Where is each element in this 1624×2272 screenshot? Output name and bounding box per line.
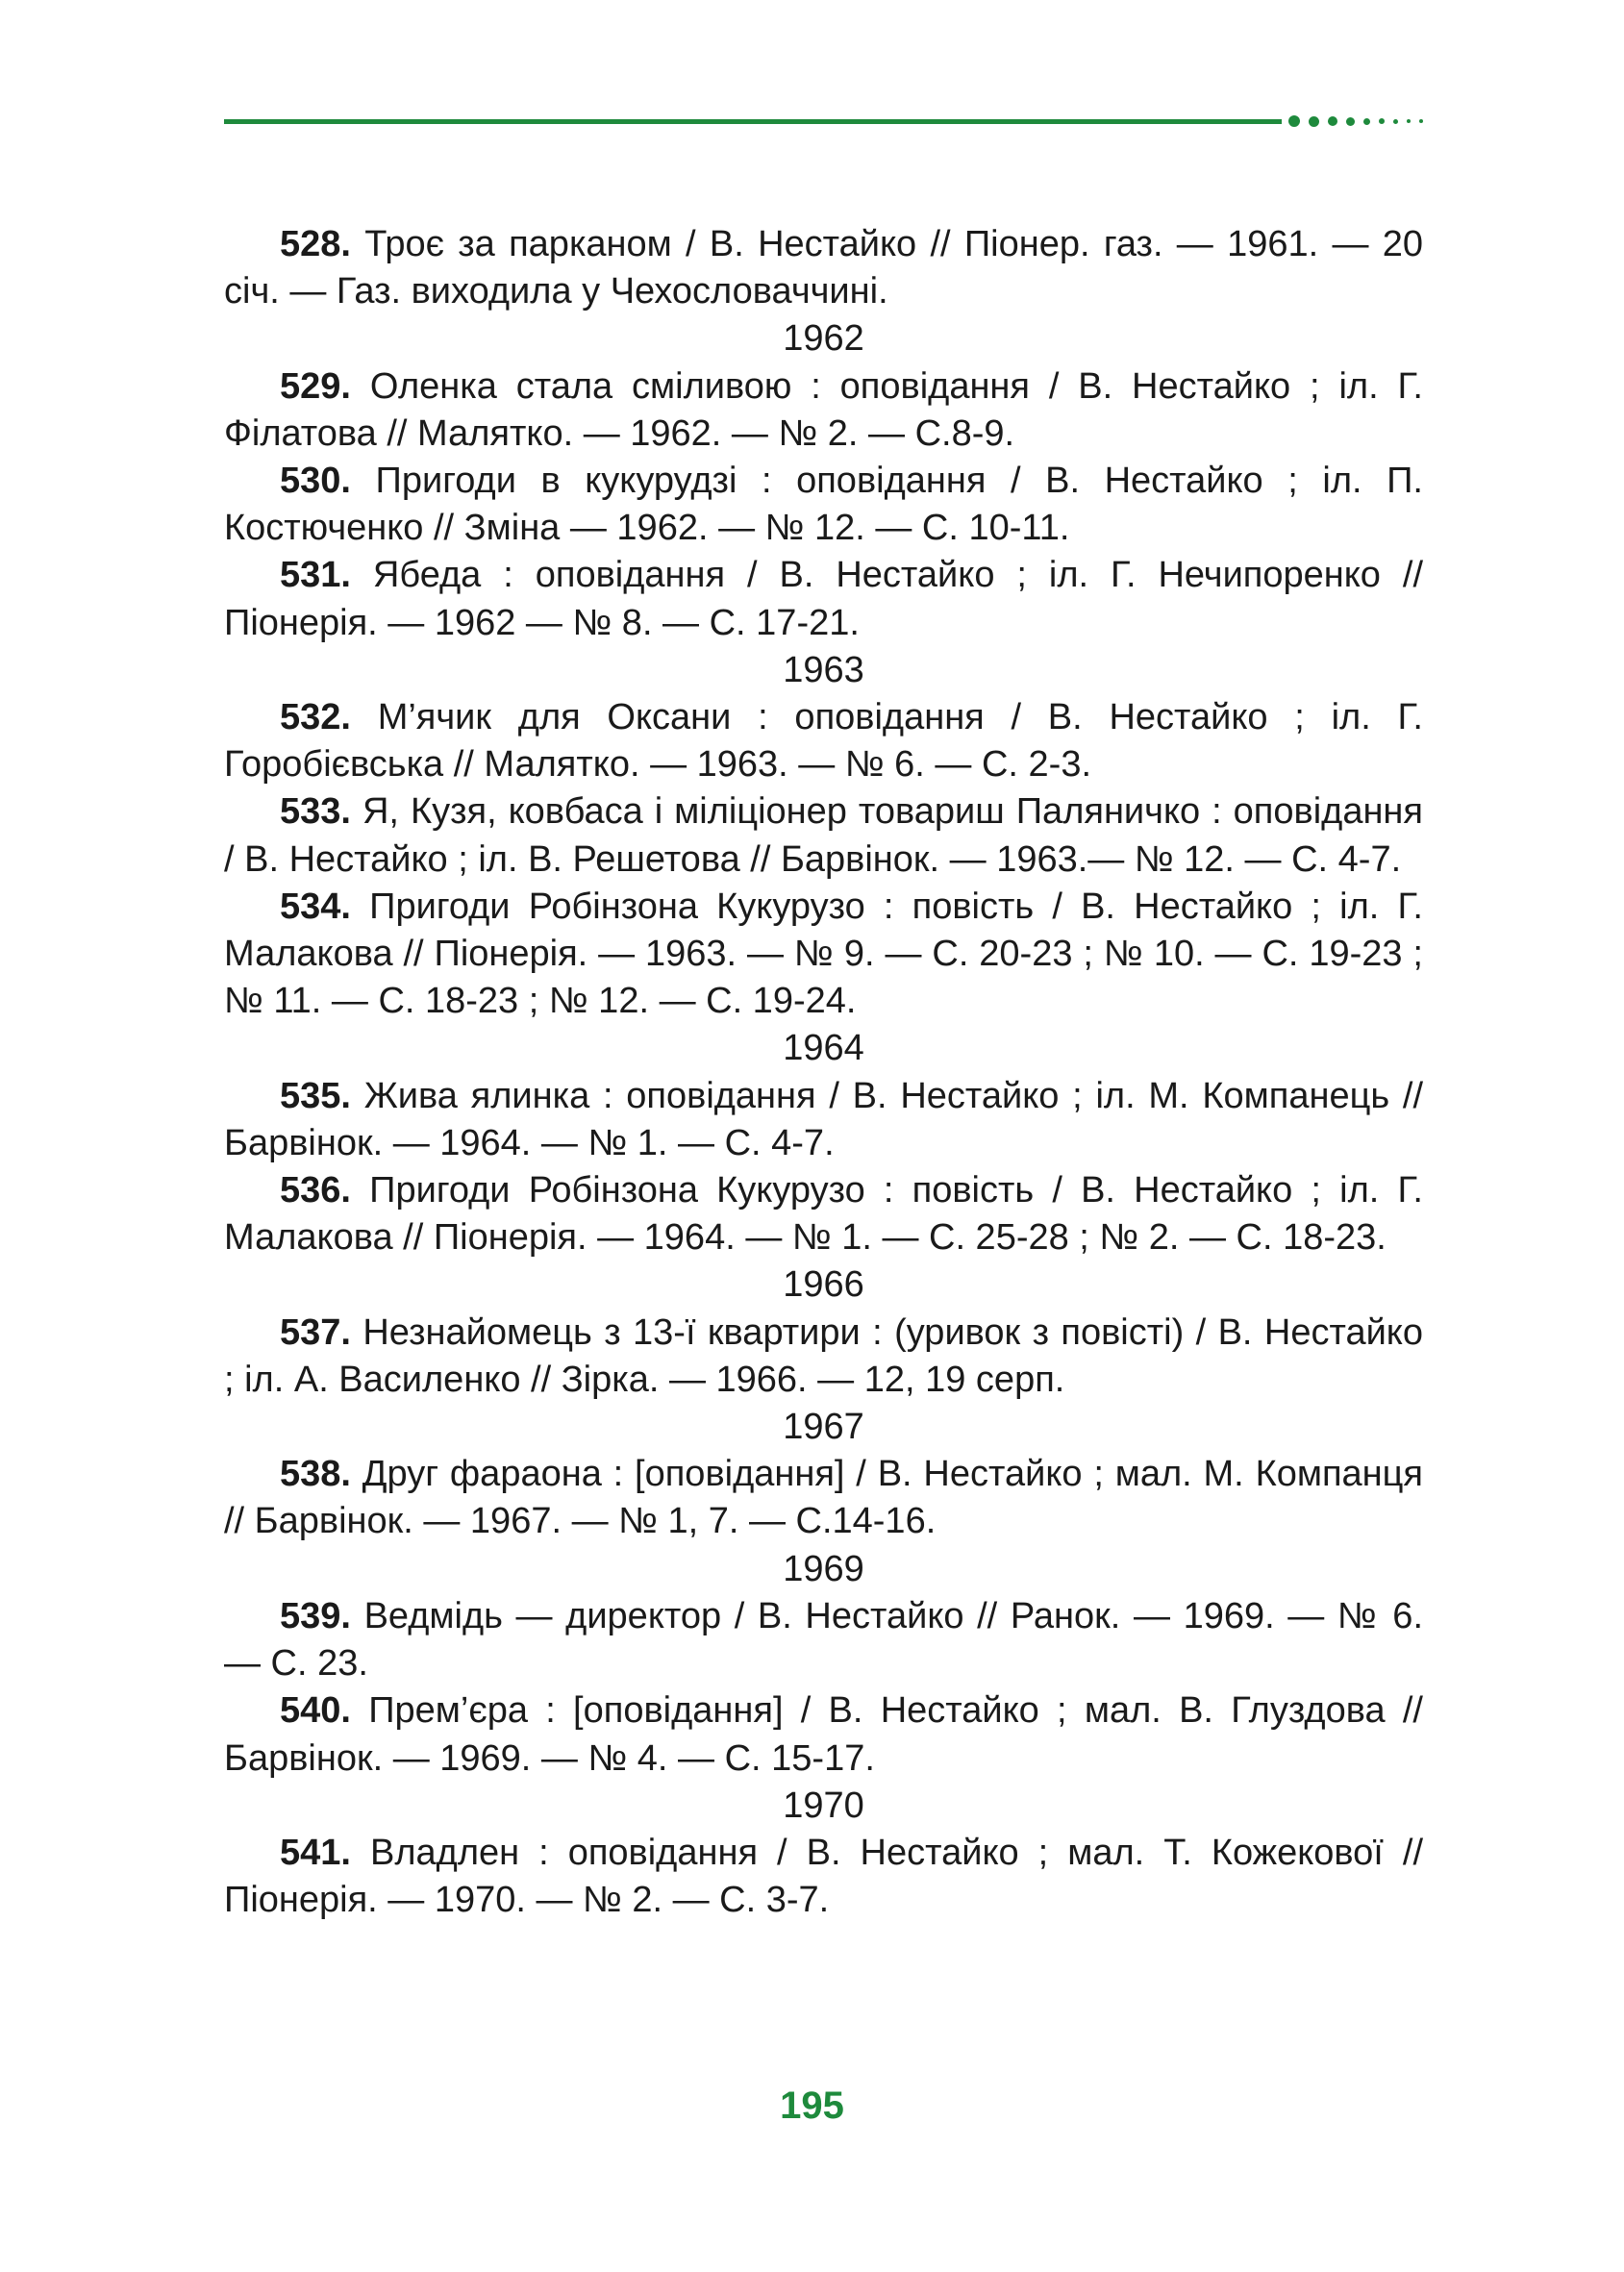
entry-number: 539. [280, 1595, 351, 1636]
bibliography-entry [224, 458, 1423, 552]
bibliography-entry [224, 1451, 1423, 1545]
entry-text: М’ячик для Оксани : оповідання / В. Нестайко ; іл. Г. Горобієвська // Малятко. — 1963. — № 6. — С. 2-3. [224, 697, 1423, 786]
entry-number: 528. [280, 224, 351, 264]
entry-text: Друг фараона : [оповідання] / В. Нестайко ; мал. М. Компанця // Барвінок. — 1967. — № 1, 7. — С.14-16. [224, 1454, 1423, 1542]
entry-text: Оленка стала сміливою : оповідання / В. Нестайко ; іл. Г. Філатова // Малятко. — 1962. — № 2. — С.8-9. [224, 365, 1423, 454]
year-heading: 1964 [783, 1028, 864, 1069]
header-dots-decoration [1288, 113, 1432, 129]
entry-text: Владлен : оповідання / В. Нестайко ; мал. Т. Кожекової // Піонерія. — 1970. — № 2. — С. 3-7. [224, 1832, 1423, 1921]
bibliography-list [224, 221, 1423, 1924]
year-heading: 1969 [783, 1548, 864, 1589]
entry-text: Пригоди Робінзона Кукурузо : повість / В. Нестайко ; іл. Г. Малакова // Піонерія. — 1964. — № 1. — С. 25-28 ; № 2. — С. 18-23. [224, 1170, 1423, 1259]
entry-text: Жива ялинка : оповідання / В. Нестайко ; іл. М. Компанець // Барвінок. — 1964. — № 1. — С. 4-7. [224, 1075, 1423, 1163]
year-heading: 1962 [783, 318, 864, 360]
year-heading: 1966 [783, 1264, 864, 1306]
year-heading: 1970 [783, 1785, 864, 1826]
entry-text: Пригоди в кукурудзі : оповідання / В. Нестайко ; іл. П. Костюченко // Зміна — 1962. — № 12. — С. 10-11. [224, 461, 1423, 549]
bibliography-entry [224, 552, 1423, 646]
entry-text: Незнайомець з 13-ї квартири : (уривок з повісті) / В. Нестайко ; іл. А. Василенко // Зірка. — 1966. — 12, 19 серп. [224, 1311, 1423, 1400]
entry-number: 530. [280, 461, 351, 502]
bibliography-entry [224, 1830, 1423, 1924]
bibliography-entry [224, 884, 1423, 1026]
entry-number: 529. [280, 365, 351, 407]
entry-text: Пригоди Робінзона Кукурузо : повість / В. Нестайко ; іл. Г. Малакова // Піонерія. — 1963. — № 9. — С. 20-23 ; № 10. — С. 19-23 ; № 11. — С. 18-23 ; № 12. — С. 19-24. [224, 886, 1423, 1022]
entry-number: 536. [280, 1170, 351, 1211]
entry-number: 541. [280, 1832, 351, 1873]
bibliography-entry [224, 221, 1423, 315]
entry-number: 531. [280, 555, 351, 596]
bibliography-entry [224, 1687, 1423, 1782]
header-rule [224, 119, 1282, 124]
entry-text: Троє за парканом / В. Нестайко // Піонер. газ. — 1961. — 20 січ. — Газ. виходила у Чехословаччині. [224, 224, 1423, 312]
entry-text: Прем’єра : [оповідання] / В. Нестайко ; мал. В. Глуздова // Барвінок. — 1969. — № 4. — С. 15-17. [224, 1690, 1423, 1779]
entry-number: 533. [280, 791, 351, 833]
entry-number: 540. [280, 1690, 351, 1732]
bibliography-entry [224, 694, 1423, 788]
bibliography-entry [224, 363, 1423, 458]
entry-number: 534. [280, 886, 351, 927]
bibliography-entry [224, 1167, 1423, 1261]
entry-number: 538. [280, 1454, 351, 1495]
entry-text: Ведмідь — директор / В. Нестайко // Ранок. — 1969. — № 6. — С. 23. [224, 1595, 1423, 1685]
bibliography-entry [224, 1310, 1423, 1404]
entry-number: 535. [280, 1075, 351, 1116]
entry-number: 537. [280, 1311, 351, 1353]
entry-number: 532. [280, 697, 351, 738]
entry-text: Ябеда : оповідання / В. Нестайко ; іл. Г. Нечипоренко // Піонерія. — 1962 — № 8. — С. 17-21. [224, 555, 1423, 643]
entry-text: Я, Кузя, ковбаса і міліціонер товариш Паляничко : оповідання / В. Нестайко ; іл. В. Решетова // Барвінок. — 1963.— № 12. — С. 4-7. [224, 791, 1423, 880]
bibliography-entry [224, 1073, 1423, 1167]
year-heading: 1967 [783, 1407, 864, 1448]
bibliography-entry [224, 788, 1423, 883]
bibliography-entry [224, 1593, 1423, 1687]
page-number: 195 [780, 2085, 844, 2127]
year-heading: 1963 [783, 649, 864, 690]
